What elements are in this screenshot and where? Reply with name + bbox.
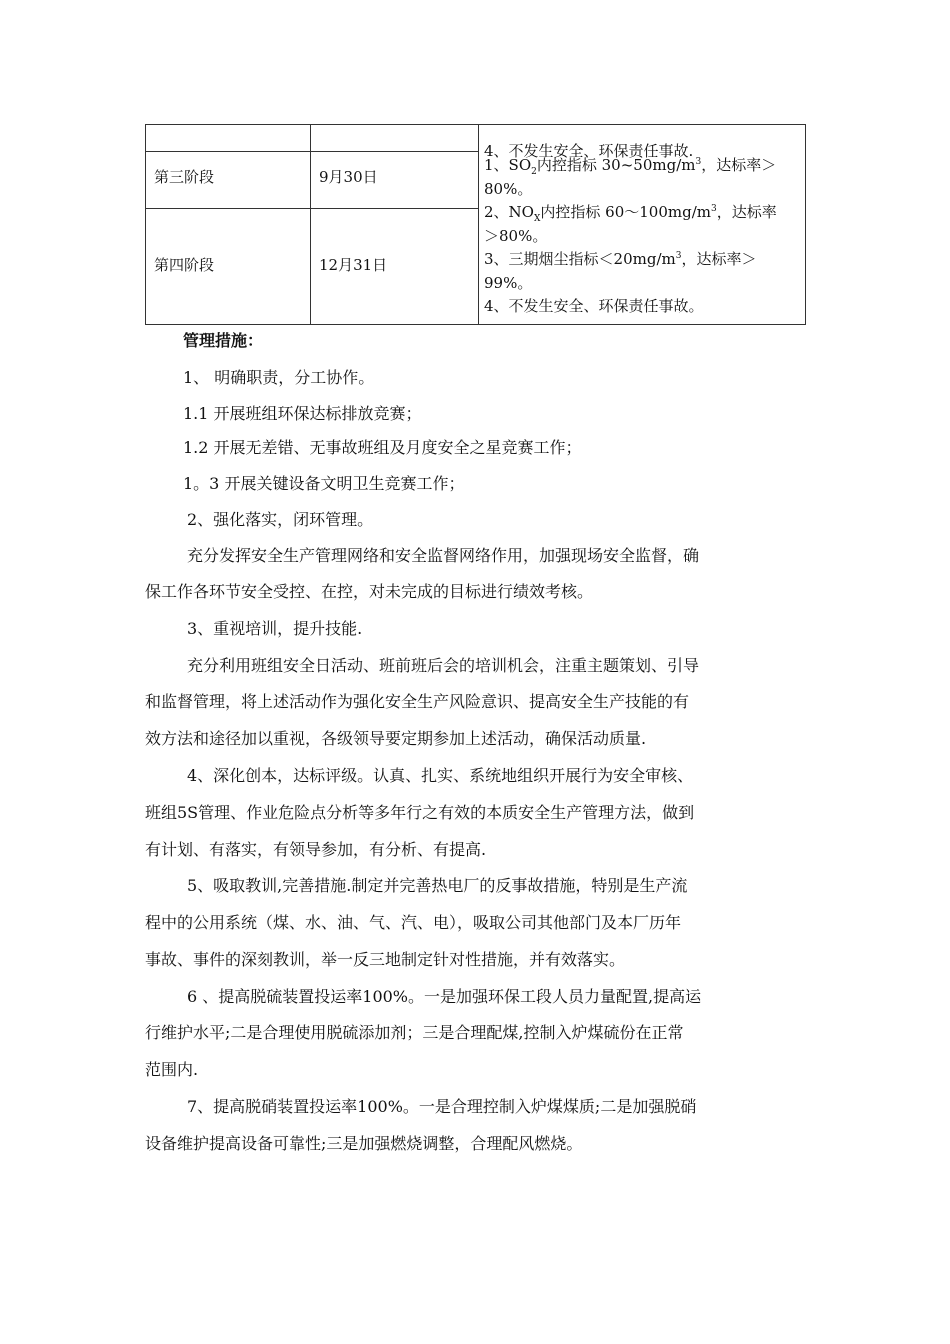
- stage-label: 第三阶段: [154, 168, 215, 186]
- target-line: 2、$NO_X$内控指标 $60\sim 100mg/m^3$，达标率: [484, 203, 777, 224]
- stage-label: 第四阶段: [154, 256, 215, 274]
- paragraph-line: 保工作各环节安全受控、在控，对未完成的目标进行绩效考核。: [145, 582, 594, 601]
- target-line: 1、$SO_2$内控指标 $30\sim 50mg/m^3$，达标率＞: [484, 156, 777, 177]
- stage-table: [145, 124, 806, 325]
- table-overlap-text: 4、不发生安全、环保责任事故.: [484, 142, 694, 160]
- target-line: 99%。: [484, 273, 533, 292]
- paragraph-line: 班组5S管理、作业危险点分析等多年行之有效的本质安全生产管理方法，做到: [145, 803, 695, 822]
- measure-subitem: 1.2 开展无差错、无事故班组及月度安全之星竞赛工作；: [183, 438, 582, 457]
- paragraph-line: 4、深化创本，达标评级。认真、扎实、系统地组织开展行为安全审核、: [187, 766, 694, 785]
- paragraph-line: 设备维护提高设备可靠性;三是加强燃烧调整，合理配风燃烧。: [145, 1134, 583, 1153]
- paragraph-line: 事故、事件的深刻教训，举一反三地制定针对性措施，并有效落实。: [145, 950, 626, 969]
- target-line: 80%。: [484, 179, 533, 198]
- table-col-divider: [310, 125, 311, 324]
- measure-item: 1、 明确职责，分工协作。: [183, 368, 375, 387]
- target-list: [484, 154, 802, 319]
- measure-item: 3、重视培训，提升技能.: [187, 619, 363, 638]
- paragraph-line: 充分利用班组安全日活动、班前班后会的培训机会，注重主题策划、引导: [187, 656, 700, 675]
- paragraph-line: 范围内.: [145, 1060, 199, 1079]
- stage-date: 9月30日: [319, 168, 378, 186]
- target-line: ＞80%。: [484, 226, 548, 245]
- target-line: 3、三期烟尘指标$<20mg/m^3$，达标率＞: [484, 250, 757, 268]
- paragraph-line: 7、提高脱硝装置投运率100%。一是合理控制入炉煤煤质;二是加强脱硝: [187, 1097, 697, 1116]
- paragraph-line: 充分发挥安全生产管理网络和安全监督网络作用，加强现场安全监督，确: [187, 546, 700, 565]
- stage-date: 12月31日: [319, 256, 388, 274]
- table-col-divider: [478, 125, 479, 324]
- paragraph-line: 有计划、有落实，有领导参加，有分析、有提高.: [145, 840, 487, 859]
- table-row-divider: [146, 208, 478, 209]
- paragraph-line: 程中的公用系统（煤、水、油、气、汽、电），吸取公司其他部门及本厂历年: [145, 913, 682, 932]
- section-heading: 管理措施：: [183, 331, 264, 350]
- measure-subitem: 1。3 开展关键设备文明卫生竞赛工作；: [183, 474, 465, 493]
- measure-item: 2、强化落实，闭环管理。: [187, 510, 374, 529]
- paragraph-line: 行维护水平;二是合理使用脱硫添加剂；三是合理配煤,控制入炉煤硫份在正常: [145, 1023, 684, 1042]
- measure-subitem: 1.1 开展班组环保达标排放竞赛；: [183, 404, 422, 423]
- target-line: 4、不发生安全、环保责任事故。: [484, 297, 704, 315]
- paragraph-line: 效方法和途径加以重视，各级领导要定期参加上述活动，确保活动质量.: [145, 729, 647, 748]
- paragraph-line: 6 、提高脱硫装置投运率100%。一是加强环保工段人员力量配置,提高运: [187, 987, 702, 1006]
- paragraph-line: 和监督管理，将上述活动作为强化安全生产风险意识、提高安全生产技能的有: [145, 692, 690, 711]
- paragraph-line: 5、吸取教训,完善措施.制定并完善热电厂的反事故措施，特别是生产流: [187, 876, 688, 895]
- table-row-divider: [146, 151, 478, 152]
